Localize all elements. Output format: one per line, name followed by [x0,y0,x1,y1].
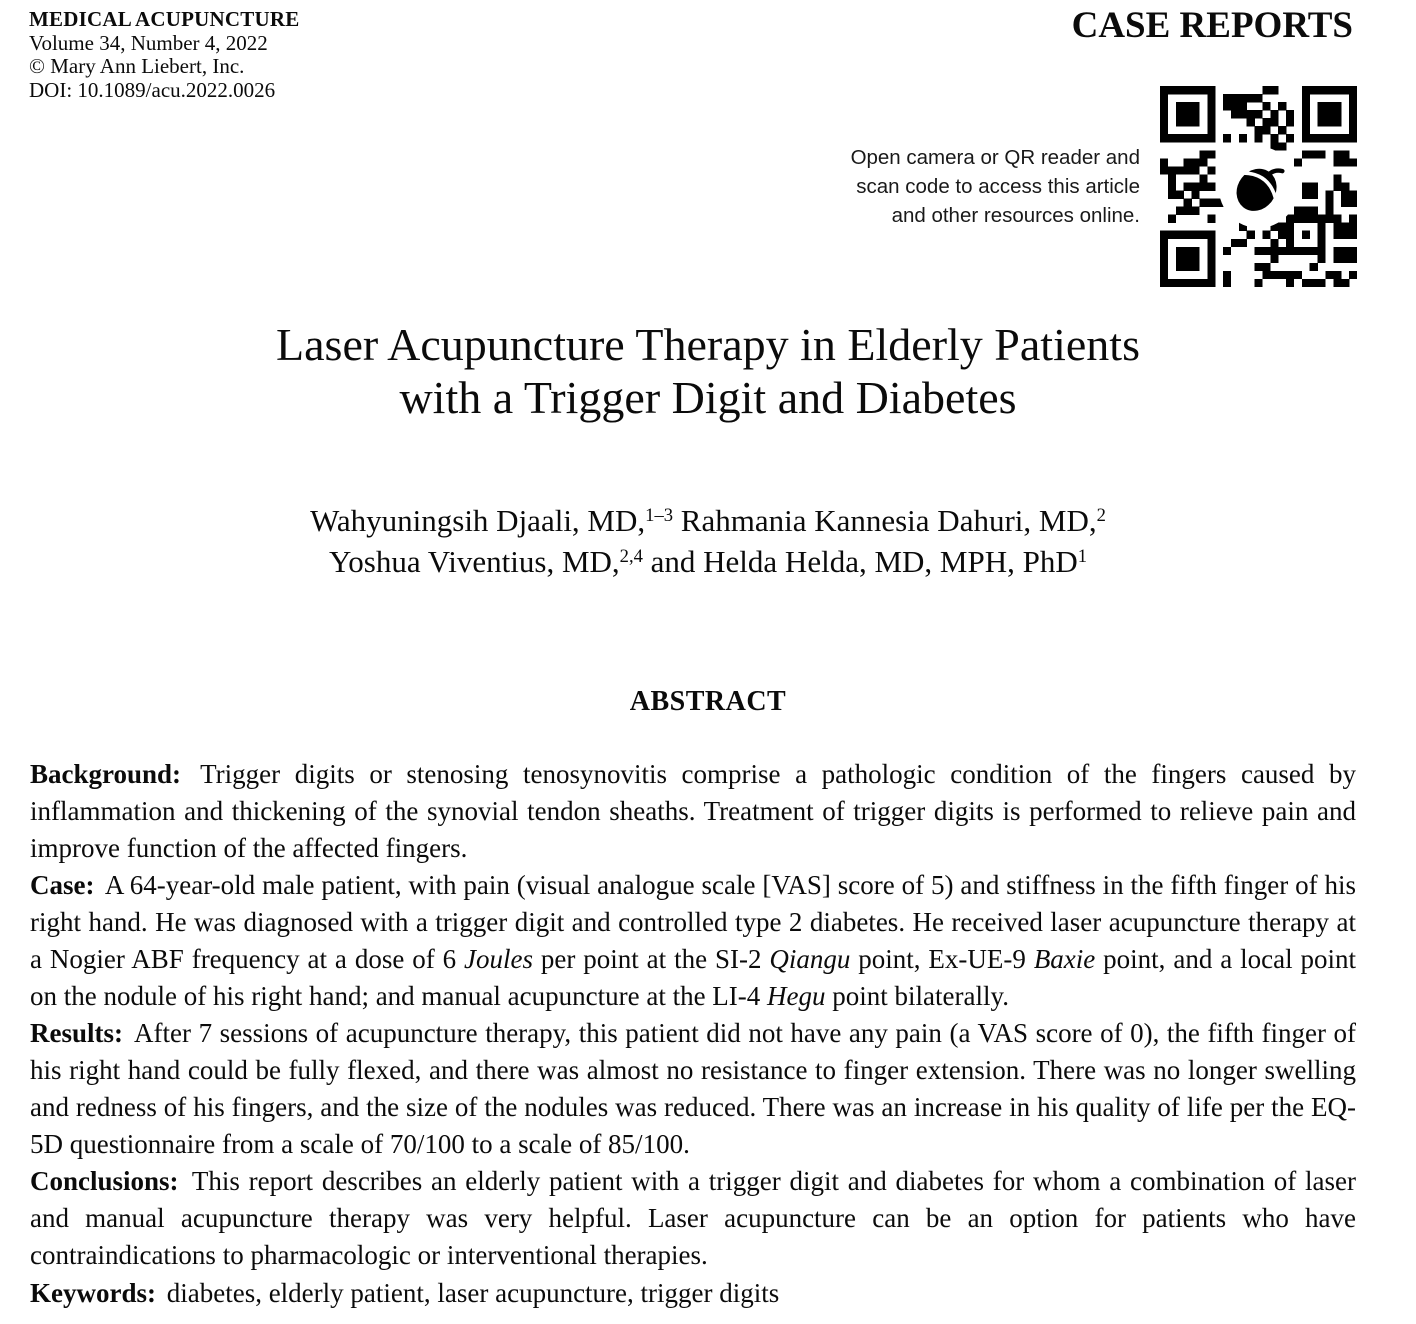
section-label: CASE REPORTS [1071,5,1353,46]
paragraph-text: This report describes an elderly patient with a trigger digit and diabetes for whom a combination of laser and manual acupuncture therapy was very helpful. Laser acupuncture can be an option for patients who have contraindications to pharmacologic or interventional therapies. [30,1166,1356,1270]
keywords-label: Keywords: [30,1278,156,1308]
abstract-body [30,756,1356,1274]
paragraph-label: Background: [30,759,182,789]
abstract-paragraph-case [30,867,1356,1015]
abstract-heading: ABSTRACT [629,686,787,717]
qr-caption-line-2: scan code to access this article [856,175,1140,198]
keywords-line [30,1278,1356,1309]
journal-doi-line: DOI: 10.1089/acu.2022.0026 [29,77,276,102]
title-line-1: Laser Acupuncture Therapy in Elderly Patients [276,319,1140,370]
article-title [0,318,1416,424]
journal-volume-line: Volume 34, Number 4, 2022 [29,30,268,55]
abstract-paragraph-conclusions [30,1163,1356,1274]
keywords-text: diabetes, elderly patient, laser acupuncture, trigger digits [159,1278,780,1308]
qr-caption-line-3: and other resources online. [891,204,1140,227]
qr-code-icon [1160,86,1357,287]
authors-block [0,500,1416,582]
journal-header [29,8,299,102]
abstract-paragraph-results [30,1015,1356,1163]
paragraph-label: Results: [30,1018,123,1048]
title-line-2: with a Trigger Digit and Diabetes [399,372,1017,423]
abstract-paragraph-background [30,756,1356,867]
paragraph-label: Case: [30,870,95,900]
paragraph-text: Trigger digits or stenosing tenosynovitis comprise a pathologic condition of the fingers caused by inflammation and thickening of the synovial tendon sheaths. Treatment of trigger digits is performed to relieve pain and improve function of the affected fingers. [30,759,1356,863]
journal-name: MEDICAL ACUPUNCTURE [29,7,300,31]
paragraph-label: Conclusions: [30,1166,179,1196]
authors-line-1: Wahyuningsih Djaali, MD,$^{1-3}$ Rahmania Kannesia Dahuri, MD,$^2$ [310,503,1106,538]
paragraph-text: A 64-year-old male patient, with pain (visual analogue scale [VAS] score of 5) and stiffness in the fifth finger of his right hand. He was diagnosed with a trigger digit and controlled type 2 diabetes. He received laser acupuncture therapy at a Nogier ABF frequency at a dose of 6 Joules per point at the SI-2 Qiangu point, Ex-UE-9 Baxie point, and a local point on the nodule of his right hand; and manual acupuncture at the LI-4 Hegu point bilaterally. [30,870,1356,1011]
journal-copyright-line: © Mary Ann Liebert, Inc. [29,54,245,78]
paragraph-text: After 7 sessions of acupuncture therapy, this patient did not have any pain (a VAS score of 0), the fifth finger of his right hand could be fully flexed, and there was almost no resistance to finger extension. There was no longer swelling and redness of his fingers, and the size of the nodules was reduced. There was an increase in his quality of life per the EQ-5D questionnaire from a scale of 70/100 to a scale of 85/100. [30,1018,1356,1159]
qr-caption [710,143,1140,230]
qr-caption-line-1: Open camera or QR reader and [850,146,1140,169]
authors-line-2: Yoshua Viventius, MD,$^{2,4}$ and Helda Helda, MD, MPH, PhD$^1$ [328,544,1088,579]
